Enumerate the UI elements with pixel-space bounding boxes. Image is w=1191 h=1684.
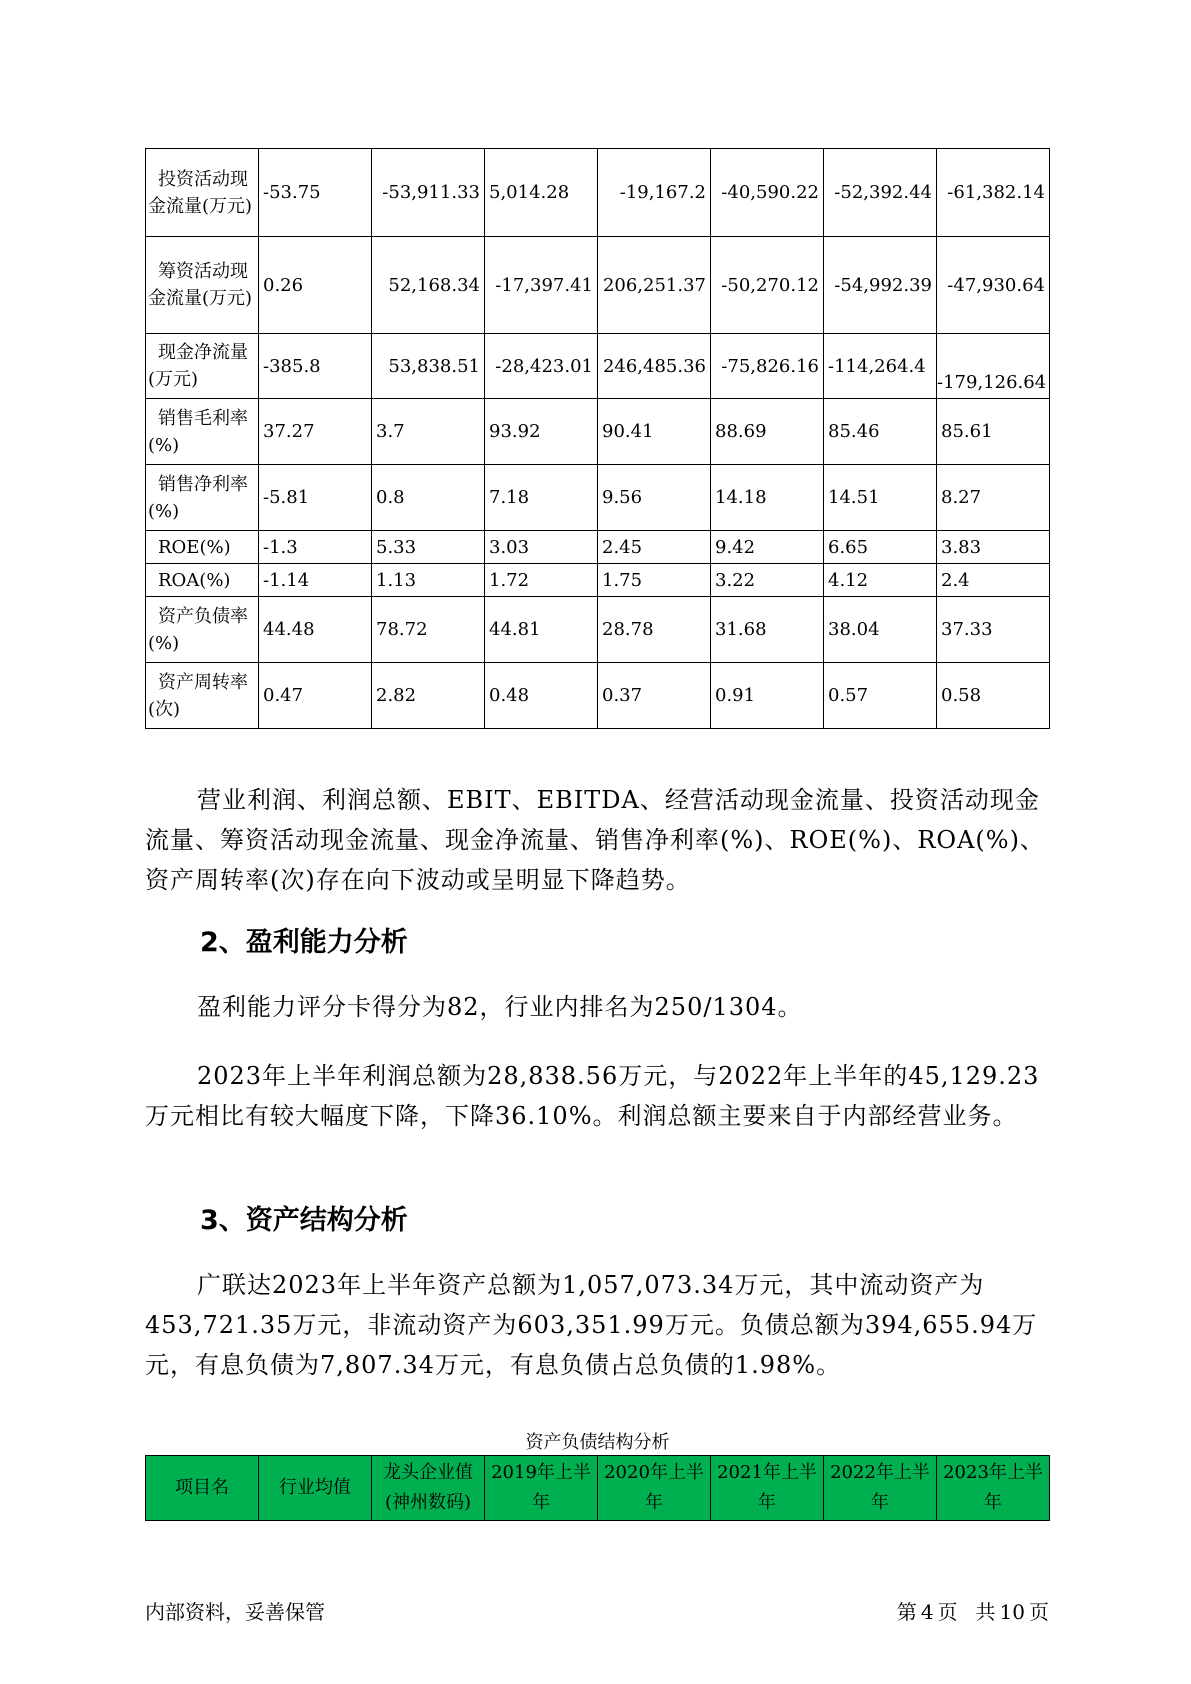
table-cell: -1.14 bbox=[259, 564, 372, 597]
table-cell: 3.03 bbox=[485, 531, 598, 564]
header-cell: 2020年上半年 bbox=[598, 1456, 711, 1521]
table-cell: 0.58 bbox=[937, 663, 1050, 729]
score-paragraph bbox=[145, 987, 1050, 1027]
table-cell: 1.75 bbox=[598, 564, 711, 597]
total-prefix: 共 bbox=[975, 1600, 996, 1624]
table-cell: -1.3 bbox=[259, 531, 372, 564]
table-cell: 2.82 bbox=[372, 663, 485, 729]
table-cell: 3.22 bbox=[711, 564, 824, 597]
table-cell: 0.57 bbox=[824, 663, 937, 729]
table-cell: -53,911.33 bbox=[372, 149, 485, 237]
table-cell: -40,590.22 bbox=[711, 149, 824, 237]
table-cell: -54,992.39 bbox=[824, 237, 937, 334]
row-label: 筹资活动现金流量(万元) bbox=[146, 237, 259, 334]
table-cell: 14.51 bbox=[824, 465, 937, 531]
table-cell: -114,264.4 bbox=[824, 334, 937, 399]
section-heading-profitability: 2、盈利能力分析 bbox=[200, 927, 408, 958]
table-cell: 0.47 bbox=[259, 663, 372, 729]
table-cell: 0.37 bbox=[598, 663, 711, 729]
table-cell: -52,392.44 bbox=[824, 149, 937, 237]
table-row bbox=[146, 564, 1050, 597]
table-cell: 3.7 bbox=[372, 399, 485, 465]
asset-structure-table bbox=[145, 1455, 1050, 1521]
header-cell: 2021年上半年 bbox=[711, 1456, 824, 1521]
header-cell: 2023年上半年 bbox=[937, 1456, 1050, 1521]
page-number bbox=[893, 1596, 1049, 1625]
table-cell: 52,168.34 bbox=[372, 237, 485, 334]
header-cell: 2022年上半年 bbox=[824, 1456, 937, 1521]
table-cell: -179,126.64 bbox=[937, 334, 1050, 399]
table-cell: 44.48 bbox=[259, 597, 372, 663]
table-cell: 5,014.28 bbox=[485, 149, 598, 237]
table-cell: -75,826.16 bbox=[711, 334, 824, 399]
table-cell: 0.8 bbox=[372, 465, 485, 531]
table-row bbox=[146, 663, 1050, 729]
table-cell: -19,167.2 bbox=[598, 149, 711, 237]
table-cell: -50,270.12 bbox=[711, 237, 824, 334]
table-cell: 37.33 bbox=[937, 597, 1050, 663]
table-cell: 246,485.36 bbox=[598, 334, 711, 399]
table-cell: 0.26 bbox=[259, 237, 372, 334]
table-row bbox=[146, 465, 1050, 531]
table-cell: 1.13 bbox=[372, 564, 485, 597]
row-label: ROA(%) bbox=[146, 564, 259, 597]
header-cell: 项目名 bbox=[146, 1456, 259, 1521]
row-label: 现金净流量(万元) bbox=[146, 334, 259, 399]
table-row bbox=[146, 237, 1050, 334]
table-row bbox=[146, 531, 1050, 564]
table-cell: 8.27 bbox=[937, 465, 1050, 531]
asset-paragraph bbox=[145, 1265, 1050, 1385]
profit-paragraph bbox=[145, 1056, 1050, 1136]
table-cell: 6.65 bbox=[824, 531, 937, 564]
table-cell: 7.18 bbox=[485, 465, 598, 531]
table-cell: 3.83 bbox=[937, 531, 1050, 564]
table-cell: 53,838.51 bbox=[372, 334, 485, 399]
table-cell: -28,423.01 bbox=[485, 334, 598, 399]
total-pages: 10 bbox=[999, 1600, 1025, 1624]
table-cell: 37.27 bbox=[259, 399, 372, 465]
table-cell: 1.72 bbox=[485, 564, 598, 597]
table-cell: 93.92 bbox=[485, 399, 598, 465]
table-row bbox=[146, 597, 1050, 663]
table-cell: 0.48 bbox=[485, 663, 598, 729]
header-cell: 行业均值 bbox=[259, 1456, 372, 1521]
score-paragraph-text: 盈利能力评分卡得分为82，行业内排名为250/1304。 bbox=[197, 993, 803, 1021]
table-cell: -61,382.14 bbox=[937, 149, 1050, 237]
table-row bbox=[146, 334, 1050, 399]
trend-paragraph-text: 营业利润、利润总额、EBIT、EBITDA、经营活动现金流量、投资活动现金流量、筹资活动现金流量、现金净流量、销售净利率(%)、ROE(%)、ROA(%)、资产周转率(次)存在向下波动或呈明显下降趋势。 bbox=[145, 786, 1045, 894]
table-cell: 78.72 bbox=[372, 597, 485, 663]
table-cell: 88.69 bbox=[711, 399, 824, 465]
page-current: 4 bbox=[920, 1600, 934, 1624]
table-caption: 资产负债结构分析 bbox=[525, 1432, 670, 1453]
header-cell: 龙头企业值(神州数码) bbox=[372, 1456, 485, 1521]
table-cell: -385.8 bbox=[259, 334, 372, 399]
table-cell: 2.4 bbox=[937, 564, 1050, 597]
table-cell: 9.56 bbox=[598, 465, 711, 531]
table-cell: -53.75 bbox=[259, 149, 372, 237]
table-cell: -47,930.64 bbox=[937, 237, 1050, 334]
table-cell: -17,397.41 bbox=[485, 237, 598, 334]
table-cell: 85.61 bbox=[937, 399, 1050, 465]
table-row bbox=[146, 149, 1050, 237]
table-cell: 85.46 bbox=[824, 399, 937, 465]
footer-confidential: 内部资料，妥善保管 bbox=[145, 1600, 325, 1624]
trend-paragraph bbox=[145, 780, 1050, 900]
table-cell: 44.81 bbox=[485, 597, 598, 663]
page-suffix: 页 bbox=[937, 1600, 958, 1624]
row-label: 资产周转率(次) bbox=[146, 663, 259, 729]
header-cell: 2019年上半年 bbox=[485, 1456, 598, 1521]
asset-paragraph-text: 广联达2023年上半年资产总额为1,057,073.34万元，其中流动资产为453,721.35万元，非流动资产为603,351.99万元。负债总额为394,655.94万元，有息负债为7,807.34万元，有息负债占总负债的1.98%。 bbox=[145, 1271, 1038, 1379]
table-cell: 5.33 bbox=[372, 531, 485, 564]
row-label: 投资活动现金流量(万元) bbox=[146, 149, 259, 237]
table-row bbox=[146, 399, 1050, 465]
row-label: 销售毛利率(%) bbox=[146, 399, 259, 465]
metrics-table bbox=[145, 148, 1050, 729]
table-cell: 2.45 bbox=[598, 531, 711, 564]
page-prefix: 第 bbox=[896, 1600, 917, 1624]
table-cell: 206,251.37 bbox=[598, 237, 711, 334]
section-heading-asset-structure: 3、资产结构分析 bbox=[200, 1205, 408, 1236]
table-cell: 28.78 bbox=[598, 597, 711, 663]
table-cell: 90.41 bbox=[598, 399, 711, 465]
table-cell: 38.04 bbox=[824, 597, 937, 663]
table-cell: -5.81 bbox=[259, 465, 372, 531]
row-label: 资产负债率(%) bbox=[146, 597, 259, 663]
row-label: 销售净利率(%) bbox=[146, 465, 259, 531]
table-cell: 0.91 bbox=[711, 663, 824, 729]
table-cell: 4.12 bbox=[824, 564, 937, 597]
total-suffix: 页 bbox=[1029, 1600, 1049, 1624]
table-cell: 14.18 bbox=[711, 465, 824, 531]
table-cell: 31.68 bbox=[711, 597, 824, 663]
table-cell: 9.42 bbox=[711, 531, 824, 564]
row-label: ROE(%) bbox=[146, 531, 259, 564]
table-header-row bbox=[146, 1456, 1050, 1521]
profit-paragraph-text: 2023年上半年利润总额为28,838.56万元，与2022年上半年的45,129.23万元相比有较大幅度下降，下降36.10%。利润总额主要来自于内部经营业务。 bbox=[145, 1062, 1040, 1130]
